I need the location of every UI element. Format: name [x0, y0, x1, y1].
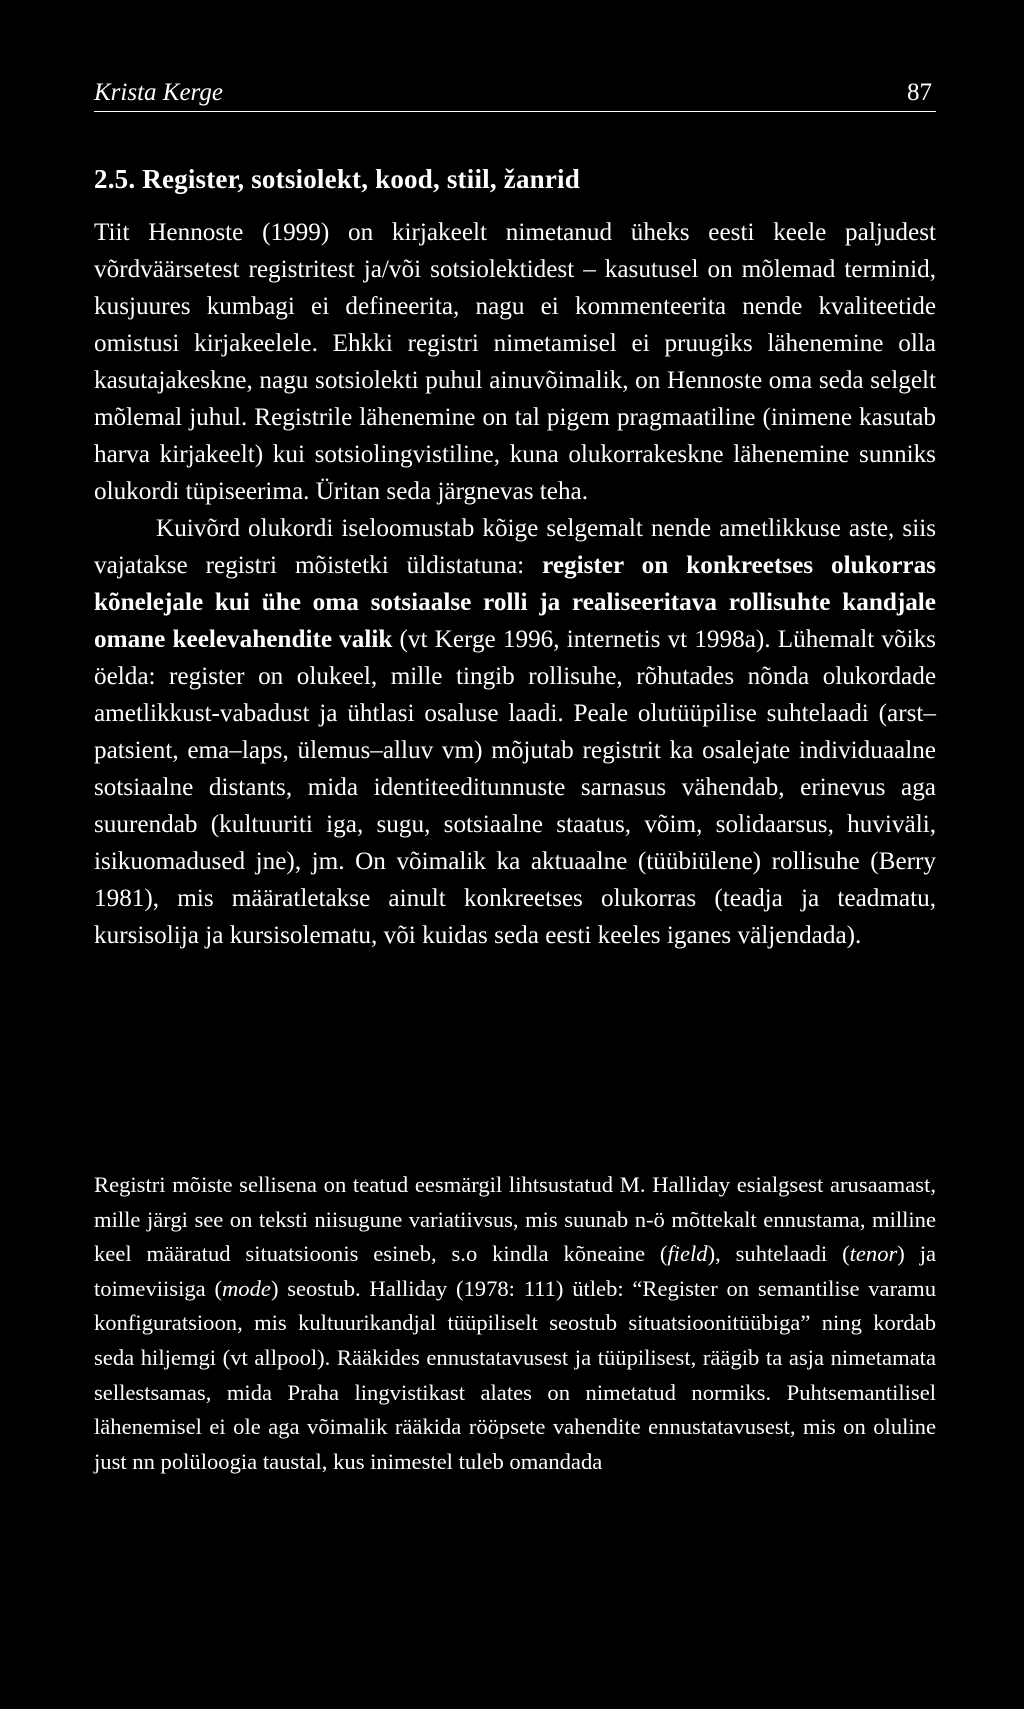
small-print-text	[94, 1168, 936, 1479]
register-definition: register on konkreetses olukorras kõnelejale kui ühe oma sotsiaalse rolli ja realiseeritava rollisuhte kandjale omane keelevahendite valik	[94, 552, 936, 653]
paragraph-3-part-4: ) seostub. Halliday (1978: 111) ütleb: “Register on semantilise varamu konfiguratsioon, mis kultuurikandjal tüüpiliselt seostub situatsioonitüübiga” ning kordab seda hiljemgi (vt allpool). Rääkides ennustatavusest ja tüüpilisest, räägib ta asja nimetamata sellestsamas, mida Praha lingvistikast alates on nimetatud normiks. Puhtsemantilisel lähenemisel ei ole aga võimalik rääkida rööpsete vahendite ennustatavusest, mis on oluline just nn polüloogia taustal, kus inimestel tuleb omandada	[94, 1275, 936, 1474]
paragraph-3-part-1: Registri mõiste sellisena on teatud eesmärgil lihtsustatud M. Halliday esialgsest arusaamast, mille järgi see on teksti niisugune variatiivsus, mis suunab n-ö mõttekalt ennustama, milline keel määratud situatsioonis esineb, s.o kindla kõneaine (	[94, 1172, 936, 1267]
term-tenor: tenor	[849, 1241, 898, 1267]
paragraph-3	[94, 1168, 936, 1479]
page-number: 87	[907, 79, 932, 106]
paragraph-2-rest: (vt Kerge 1996, internetis vt 1998a). Lühemalt võiks öelda: register on olukeel, mille tingib rollisuhe, rõhutades nõnda olukordade ametlikkust-vabadust ja ühtlasi osaluse laadi. Peale olutüüpilise suhtelaadi (arst–patsient, ema–laps, ülemus–alluv vm) mõjutab registrit ka osalejate individuaalne sotsiaalne distants, mida identiteeditunnuste sarnasus vähendab, erinevus aga suurendab (kultuuriti iga, sugu, sotsiaalne staatus, võim, solidaarsus, huviväli, isikuomadused jne), jm. On võimalik ka aktuaalne (tüübiülene) rollisuhe (Berry 1981), mis määratletakse ainult konkreetses olukorras (teadja ja teadmatu, kursisolija ja kursisolematu, või kuidas seda eesti keeles iganes väljendada).	[94, 626, 936, 949]
paragraph-2-intro: Kuivõrd olukordi iseloomustab kõige selgemalt nende ametlikkuse aste, siis vajatakse registri mõistetki üldistatuna:	[94, 515, 936, 579]
term-mode: mode	[221, 1275, 271, 1301]
section-heading: 2.5. Register, sotsiolekt, kood, stiil, žanrid	[94, 164, 580, 194]
running-head	[94, 70, 936, 112]
main-text	[94, 214, 936, 954]
term-field: field	[667, 1241, 708, 1267]
paragraph-2	[94, 510, 936, 954]
paragraph-1: Tiit Hennoste (1999) on kirjakeelt nimetanud üheks eesti keele paljudest võrdväärsetest registritest ja/või sotsiolektidest – kasutusel on mõlemad terminid, kusjuures kumbagi ei defineerita, nagu ei kommenteerita nende kvaliteetide omistusi kirjakeelele. Ehkki registri nimetamisel ei pruugiks lähenemine olla kasutajakeskne, nagu sotsiolekti puhul ainuvõimalik, on Hennoste oma seda selgelt mõlemal juhul. Registrile lähenemine on tal pigem pragmaatiline (inimene kasutab harva kirjakeelt) kui sotsiolingvistiline, kuna olukorrakeskne lähenemine sunniks olukordi tüpiseerima. Üritan seda järgnevas teha.	[94, 219, 936, 505]
running-head-author: Krista Kerge	[94, 79, 223, 106]
paragraph-3-part-2: ), suhtelaadi (	[707, 1241, 850, 1267]
paragraph-3-part-3: ) ja toimeviisiga (	[94, 1241, 936, 1301]
